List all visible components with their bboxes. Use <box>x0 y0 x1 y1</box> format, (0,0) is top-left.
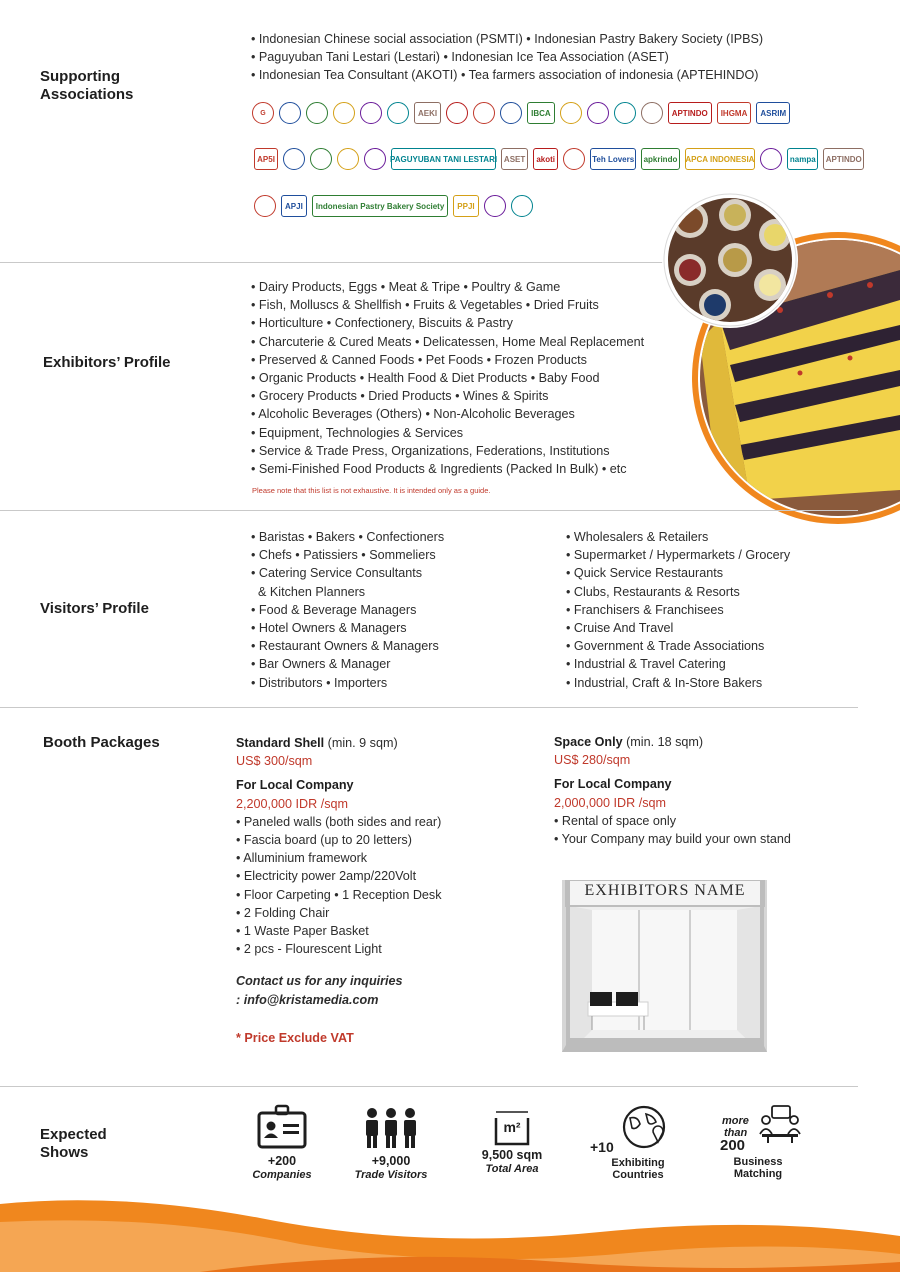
standard-local-price: 2,200,000 IDR /sqm <box>236 796 349 811</box>
exhibitors-title: Exhibitors’ Profile <box>43 354 171 371</box>
package-item: • Your Company may build your own stand <box>554 832 791 847</box>
supporting-line: • Indonesian Chinese social association (PSMTI) • Indonesian Pastry Bakery Society (IPBS) <box>251 32 764 46</box>
visitor-line: • Government & Trade Associations <box>566 639 765 654</box>
association-logo <box>641 102 663 124</box>
visitor-line: • Franchisers & Franchisees <box>566 602 724 617</box>
stat-label: Business <box>733 1156 783 1168</box>
meeting-icon <box>758 1104 802 1144</box>
contact-text: Contact us for any inquiries <box>236 974 403 989</box>
stat-countries <box>588 1104 688 1184</box>
exhibitor-line: • Fish, Molluscs & Shellfish • Fruits & Vegetables • Dried Fruits <box>251 298 599 313</box>
association-logo <box>500 102 522 124</box>
visitor-line: • Supermarket / Hypermarkets / Grocery <box>566 548 791 563</box>
stat-number: +10 <box>590 1139 614 1155</box>
standard-shell-package <box>236 734 536 1047</box>
association-logo: APTINDO <box>823 148 864 170</box>
association-logo <box>446 102 468 124</box>
stat-label: Exhibiting <box>611 1157 665 1169</box>
exhibitor-line: • Horticulture • Confectionery, Biscuits & Pastry <box>251 316 513 331</box>
package-item: • 1 Waste Paper Basket <box>236 924 369 939</box>
visitor-line: • Restaurant Owners & Managers <box>251 639 439 654</box>
association-logo <box>563 148 585 170</box>
stat-area <box>470 1108 554 1176</box>
association-logo <box>333 102 355 124</box>
standard-shell-name: Standard Shell <box>236 736 325 750</box>
vat-note: * Price Exclude VAT <box>236 1030 354 1045</box>
exhibitor-line: • Alcoholic Beverages (Others) • Non-Alcoholic Beverages <box>251 407 575 422</box>
package-item: • 2 pcs - Flourescent Light <box>236 942 382 957</box>
expected-title-line1: Expected <box>40 1126 107 1143</box>
divider <box>0 1086 858 1087</box>
space-only-package <box>554 733 854 848</box>
package-item: • Paneled walls (both sides and rear) <box>236 814 442 829</box>
space-only-price: US$ 280/sqm <box>554 753 631 768</box>
association-logo: ASET <box>501 148 528 170</box>
visitor-line: • Food & Beverage Managers <box>251 602 417 617</box>
area-icon <box>492 1108 532 1148</box>
standard-local-label: For Local Company <box>236 778 354 793</box>
space-local-label: For Local Company <box>554 777 672 792</box>
association-logo <box>614 102 636 124</box>
association-logos-row-1 <box>252 102 852 124</box>
visitors-list-right <box>566 528 790 692</box>
standard-shell-min: (min. 9 sqm) <box>324 736 398 750</box>
stat-prefix: than <box>724 1127 748 1139</box>
package-item: • Electricity power 2amp/220Volt <box>236 869 417 884</box>
stat-number: 200 <box>720 1137 746 1154</box>
visitor-line: • Industrial, Craft & In-Store Bakers <box>566 675 763 690</box>
visitor-line: & Kitchen Planners <box>251 584 366 599</box>
id-card-icon <box>256 1104 308 1150</box>
stat-number: +200 <box>267 1154 297 1168</box>
association-logo: apkrindo <box>641 148 680 170</box>
association-logo <box>279 102 301 124</box>
association-logo: G <box>252 102 274 124</box>
visitor-line: • Hotel Owners & Managers <box>251 621 407 636</box>
association-logo <box>560 102 582 124</box>
association-logos-row-3 <box>254 195 554 217</box>
supporting-line: • Paguyuban Tani Lestari (Lestari) • Indonesian Ice Tea Association (ASET) <box>251 50 669 65</box>
stat-label: Companies <box>252 1169 312 1181</box>
supporting-list <box>251 30 763 85</box>
association-logo: PAGUYUBAN TANI LESTARI <box>391 148 496 170</box>
stat-visitors <box>343 1104 439 1182</box>
space-only-name: Space Only <box>554 735 623 749</box>
association-logo <box>387 102 409 124</box>
stat-label: Trade Visitors <box>354 1169 428 1181</box>
exhibitor-line: • Organic Products • Health Food & Diet Products • Baby Food <box>251 371 600 386</box>
association-logo <box>337 148 359 170</box>
association-logo <box>306 102 328 124</box>
people-icon <box>361 1104 421 1150</box>
booth-illustration <box>562 880 767 1052</box>
visitor-line: • Quick Service Restaurants <box>566 566 723 581</box>
exhibitor-line: • Dairy Products, Eggs • Meat & Tripe • Poultry & Game <box>251 280 561 294</box>
association-logo <box>360 102 382 124</box>
exhibitors-list <box>251 278 644 478</box>
booth-title: Booth Packages <box>43 734 160 751</box>
divider <box>0 510 858 511</box>
stat-label: Total Area <box>485 1163 539 1175</box>
package-item: • Rental of space only <box>554 813 677 828</box>
visitor-line: • Distributors • Importers <box>251 675 388 690</box>
visitor-line: • Wholesalers & Retailers <box>566 530 709 544</box>
visitor-line: • Catering Service Consultants <box>251 566 423 581</box>
stat-number: +9,000 <box>371 1154 411 1168</box>
stat-companies <box>242 1104 322 1182</box>
association-logo: APCA INDONESIA <box>685 148 755 170</box>
exhibitor-line: • Semi-Finished Food Products & Ingredients (Packed In Bulk) • etc <box>251 462 627 477</box>
area-icon-label: m² <box>503 1119 521 1135</box>
exhibitor-line: • Grocery Products • Dried Products • Wines & Spirits <box>251 389 549 404</box>
association-logo: Indonesian Pastry Bakery Society <box>312 195 449 217</box>
package-item: • Alluminium framework <box>236 851 368 866</box>
association-logo: APJI <box>281 195 307 217</box>
visitors-title: Visitors’ Profile <box>40 600 149 617</box>
visitor-line: • Bar Owners & Manager <box>251 657 391 672</box>
package-item: • Floor Carpeting • 1 Reception Desk <box>236 887 442 902</box>
package-item: • Fascia board (up to 20 letters) <box>236 833 412 848</box>
footer-wave <box>0 1192 900 1272</box>
visitor-line: • Industrial & Travel Catering <box>566 657 726 672</box>
association-logo: AP5I <box>254 148 278 170</box>
association-logo: PPJI <box>453 195 478 217</box>
association-logo <box>283 148 305 170</box>
association-logo: akoti <box>533 148 558 170</box>
association-logo <box>587 102 609 124</box>
visitor-line: • Baristas • Bakers • Confectioners <box>251 530 445 544</box>
association-logo: IBCA <box>527 102 555 124</box>
association-logo: Teh Lovers <box>590 148 636 170</box>
exhibitors-note: Please note that this list is not exhaustive. It is intended only as a guide. <box>252 486 491 495</box>
association-logo <box>254 195 276 217</box>
stat-label: Matching <box>733 1168 783 1180</box>
divider <box>0 707 858 708</box>
food-photo-illustration <box>660 190 900 530</box>
booth-sign: EXHIBITORS NAME <box>584 882 746 899</box>
expected-title-line2: Shows <box>40 1144 89 1161</box>
visitor-line: • Chefs • Patissiers • Sommeliers <box>251 548 436 563</box>
visitor-line: • Clubs, Restaurants & Resorts <box>566 584 740 599</box>
association-logo <box>511 195 533 217</box>
exhibitor-line: • Preserved & Canned Foods • Pet Foods • Frozen Products <box>251 352 587 367</box>
stat-label: Countries <box>612 1169 664 1181</box>
globe-icon <box>620 1104 668 1150</box>
expected-title <box>40 1126 107 1162</box>
association-logo: ASRIM <box>756 102 790 124</box>
association-logo <box>484 195 506 217</box>
stat-business-matching <box>712 1104 812 1184</box>
association-logo: APTINDO <box>668 102 712 124</box>
stat-prefix: more <box>722 1115 749 1127</box>
exhibitor-line: • Service & Trade Press, Organizations, Federations, Institutions <box>251 443 610 458</box>
association-logo: IHGMA <box>717 102 752 124</box>
association-logo <box>760 148 782 170</box>
exhibitor-line: • Charcuterie & Cured Meats • Delicatessen, Home Meal Replacement <box>251 334 645 349</box>
association-logo <box>473 102 495 124</box>
association-logo: nampa <box>787 148 818 170</box>
association-logo <box>310 148 332 170</box>
visitor-line: • Cruise And Travel <box>566 621 674 636</box>
package-item: • 2 Folding Chair <box>236 905 330 920</box>
stat-number: 9,500 sqm <box>481 1148 543 1162</box>
supporting-title-line2: Associations <box>40 86 134 103</box>
space-local-price: 2,000,000 IDR /sqm <box>554 795 667 810</box>
association-logo <box>364 148 386 170</box>
exhibitor-line: • Equipment, Technologies & Services <box>251 425 464 440</box>
visitors-list-left <box>251 528 444 692</box>
association-logo: AEKI <box>414 102 441 124</box>
space-only-min: (min. 18 sqm) <box>622 735 704 749</box>
contact-email[interactable]: : info@kristamedia.com <box>236 992 379 1007</box>
supporting-title <box>40 68 133 104</box>
standard-shell-price: US$ 300/sqm <box>236 754 313 769</box>
supporting-title-line1: Supporting <box>40 68 120 85</box>
association-logos-row-2 <box>254 148 864 170</box>
supporting-line: • Indonesian Tea Consultant (AKOTI) • Tea farmers association of indonesia (APTEHINDO) <box>251 68 759 83</box>
